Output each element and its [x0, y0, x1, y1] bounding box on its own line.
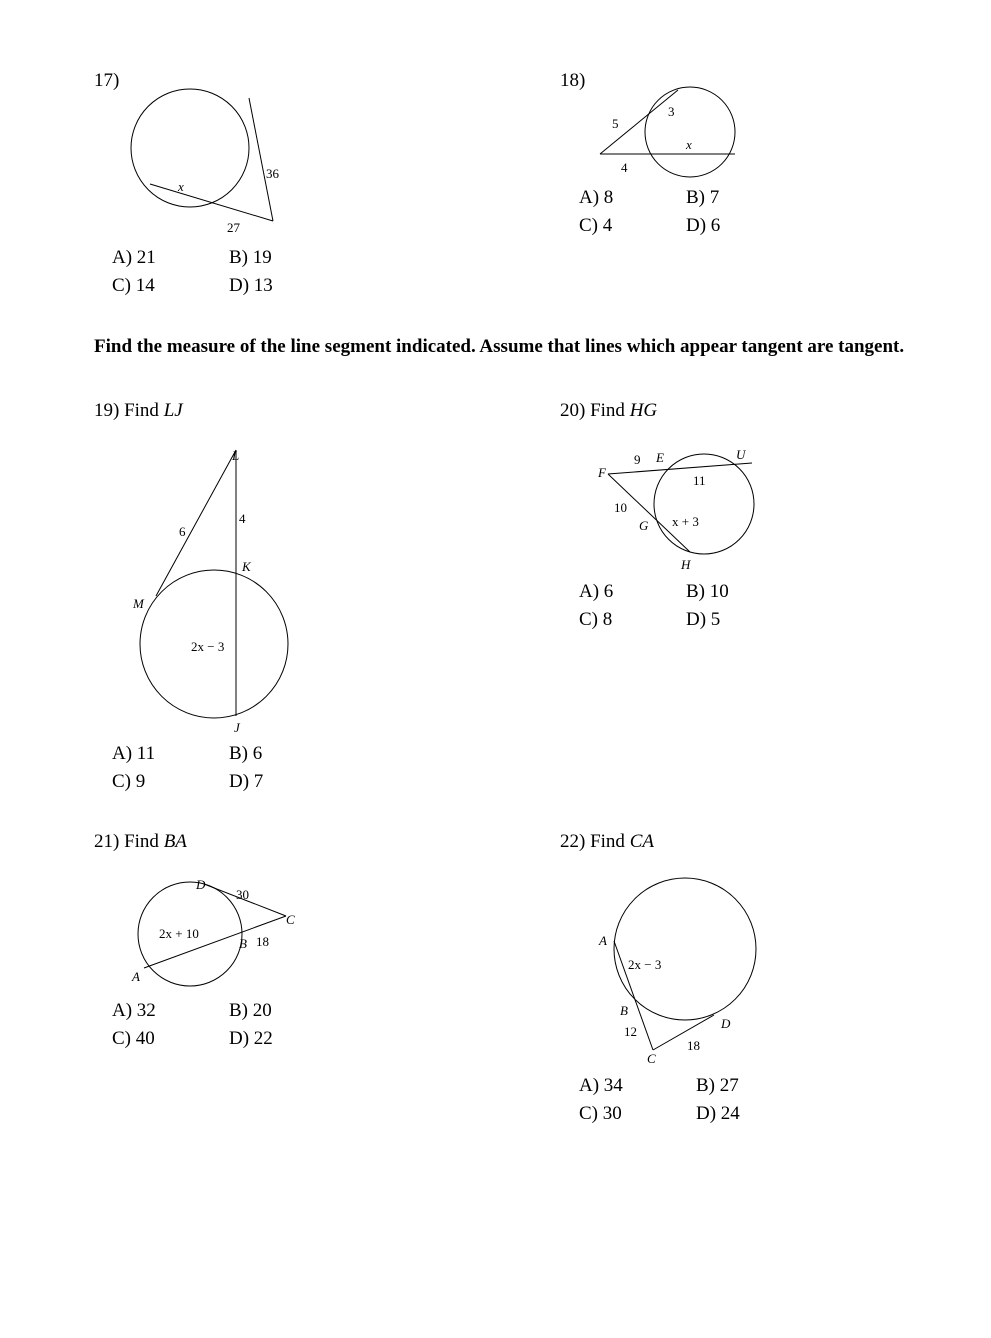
label-F: F	[598, 465, 606, 480]
label-3: 3	[668, 104, 675, 119]
label-18: 18	[256, 934, 269, 949]
choice-19-c[interactable]: C) 9	[112, 771, 146, 792]
choice-21-c[interactable]: C) 40	[112, 1028, 155, 1049]
label-x: x	[178, 179, 184, 194]
label-U: U	[736, 447, 746, 462]
label-B: B	[239, 936, 247, 951]
label-10: 10	[614, 500, 627, 515]
label-H: H	[681, 557, 691, 572]
secant-upper	[608, 463, 752, 474]
label-G: G	[639, 518, 649, 533]
instructions: Find the measure of the line segment indicated. Assume that lines which appear tangent are tangent.	[94, 336, 905, 357]
problem-22-number: 22) Find	[560, 831, 625, 852]
label-A: A	[132, 969, 140, 984]
label-expr: x + 3	[672, 514, 699, 529]
label-12: 12	[624, 1024, 637, 1039]
label-4: 4	[621, 160, 628, 175]
label-expr: 2x − 3	[628, 957, 662, 972]
label-C: C	[286, 912, 295, 927]
label-36: 36	[266, 166, 279, 181]
choice-18-c[interactable]: C) 4	[579, 215, 613, 236]
problem-17-number: 17)	[94, 70, 120, 91]
choice-19-d[interactable]: D) 7	[229, 771, 264, 792]
choice-18-b[interactable]: B) 7	[686, 187, 720, 208]
label-expr: 2x − 3	[191, 639, 225, 654]
problem-20-title	[560, 400, 657, 422]
problem-22-diagram	[590, 870, 780, 1070]
label-J: J	[234, 720, 240, 735]
problem-20-target: HG	[629, 400, 658, 421]
problem-19-target: LJ	[163, 400, 183, 421]
label-x: x	[686, 137, 692, 152]
label-M: M	[133, 596, 144, 611]
choice-17-b[interactable]: B) 19	[229, 247, 272, 268]
label-L: L	[232, 448, 240, 463]
choice-21-b[interactable]: B) 20	[229, 1000, 272, 1021]
problem-21-number: 21) Find	[94, 831, 159, 852]
label-D: D	[196, 877, 206, 892]
problem-21-diagram	[120, 870, 320, 990]
label-11: 11	[693, 473, 706, 488]
problem-22-title	[560, 831, 654, 853]
problem-18-diagram	[590, 80, 750, 190]
label-E: E	[656, 450, 664, 465]
choice-22-b[interactable]: B) 27	[696, 1075, 739, 1096]
label-expr: 2x + 10	[159, 926, 199, 941]
tangent-segment	[249, 98, 273, 221]
choice-19-a[interactable]: A) 11	[112, 743, 156, 764]
choice-18-d[interactable]: D) 6	[686, 215, 721, 236]
choice-22-a[interactable]: A) 34	[579, 1075, 623, 1096]
label-27: 27	[227, 220, 240, 235]
choice-17-a[interactable]: A) 21	[112, 247, 156, 268]
circle	[131, 89, 249, 207]
choice-17-d[interactable]: D) 13	[229, 275, 273, 296]
problem-20-diagram	[590, 440, 770, 580]
choice-21-a[interactable]: A) 32	[112, 1000, 156, 1021]
label-4: 4	[239, 511, 246, 526]
problem-20-number: 20) Find	[560, 400, 625, 421]
choice-17-c[interactable]: C) 14	[112, 275, 155, 296]
choice-18-a[interactable]: A) 8	[579, 187, 614, 208]
label-D: D	[721, 1016, 731, 1031]
problem-21-title	[94, 831, 187, 853]
choice-21-d[interactable]: D) 22	[229, 1028, 273, 1049]
tangent-segment	[156, 450, 236, 596]
circle	[614, 878, 756, 1020]
label-9: 9	[634, 452, 641, 467]
problem-18-number: 18)	[560, 70, 586, 91]
problem-19-diagram	[120, 440, 320, 770]
choice-22-c[interactable]: C) 30	[579, 1103, 622, 1124]
problem-22-target: CA	[629, 831, 654, 852]
choice-20-b[interactable]: B) 10	[686, 581, 729, 602]
label-30: 30	[236, 887, 249, 902]
problem-17-diagram	[110, 80, 310, 250]
circle	[645, 87, 735, 177]
choice-20-d[interactable]: D) 5	[686, 609, 721, 630]
label-18: 18	[687, 1038, 700, 1053]
label-A: A	[599, 933, 607, 948]
label-C: C	[647, 1051, 656, 1066]
label-6: 6	[179, 524, 186, 539]
problem-21-target: BA	[163, 831, 187, 852]
problem-19-title	[94, 400, 183, 422]
label-B: B	[620, 1003, 628, 1018]
problem-19-number: 19) Find	[94, 400, 159, 421]
choice-20-a[interactable]: A) 6	[579, 581, 614, 602]
choice-19-b[interactable]: B) 6	[229, 743, 263, 764]
choice-20-c[interactable]: C) 8	[579, 609, 613, 630]
label-5: 5	[612, 116, 619, 131]
choice-22-d[interactable]: D) 24	[696, 1103, 740, 1124]
label-K: K	[242, 559, 251, 574]
